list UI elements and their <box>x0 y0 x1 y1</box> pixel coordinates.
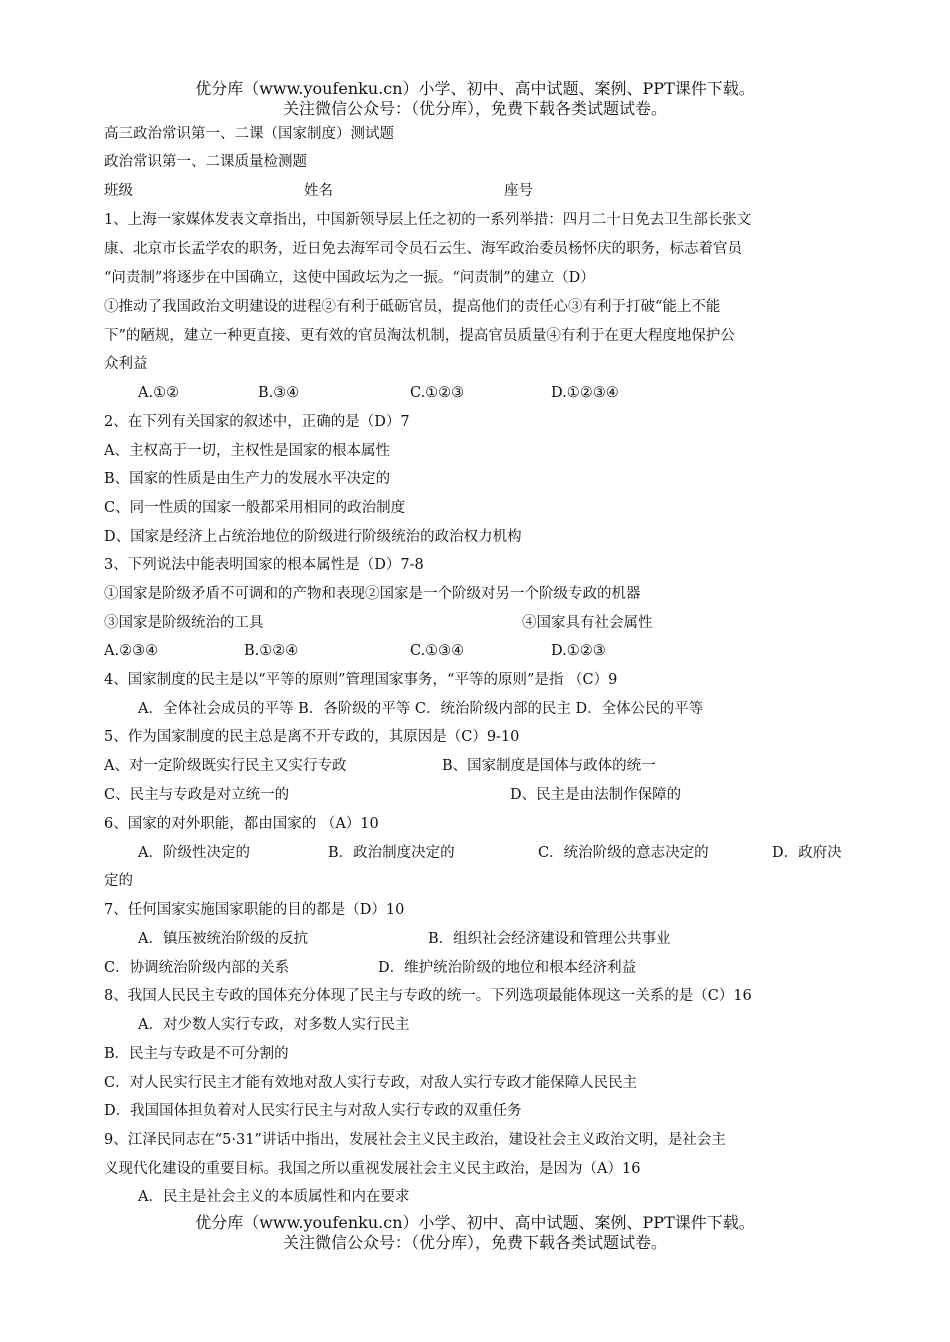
q5-option-b: B、国家制度是国体与政体的统一 <box>442 758 656 774</box>
q1-option-d: D.①②③④ <box>551 385 619 401</box>
q5-option-d: D、民主是由法制作保障的 <box>510 787 682 803</box>
q9-line-1: 9、江泽民同志在“5·31”讲话中指出，发展社会主义民主政治，建设社会主义政治文明，是社会主 <box>104 1132 726 1148</box>
q7-option-b: B．组织社会经济建设和管理公共事业 <box>428 931 671 947</box>
class-label: 班级 <box>104 183 133 199</box>
q6-option-d-cont: 定的 <box>104 873 133 889</box>
q2-option-b: B、国家的性质是由生产力的发展水平决定的 <box>104 471 391 487</box>
doc-subtitle: 政治常识第一、二课质量检测题 <box>104 154 307 170</box>
q6-option-d: D．政府决 <box>772 845 842 861</box>
q4-stem: 4、国家制度的民主是以“平等的原则”管理国家事务，“平等的原则”是指 （C）9 <box>104 672 618 688</box>
q3-stem: 3、下列说法中能表明国家的根本属性是（D）7-8 <box>104 557 424 573</box>
q6-option-b: B．政治制度决定的 <box>328 845 455 861</box>
q5-option-c: C、民主与专政是对立统一的 <box>104 787 290 803</box>
q2-option-d: D、国家是经济上占统治地位的阶级进行阶级统治的政治权力机构 <box>104 529 522 545</box>
q7-option-d: D．维护统治阶级的地位和根本经济利益 <box>378 960 637 976</box>
q3-option-b: B.①②④ <box>244 643 299 659</box>
q8-option-a: A．对少数人实行专政，对多数人实行民主 <box>138 1017 410 1033</box>
q4-options: A．全体社会成员的平等 B．各阶级的平等 C．统治阶级内部的民主 D．全体公民的平等 <box>138 701 704 717</box>
q6-option-c: C．统治阶级的意志决定的 <box>538 845 709 861</box>
q9-option-a: A．民主是社会主义的本质属性和内在要求 <box>138 1189 410 1205</box>
q2-option-c: C、同一性质的国家一般都采用相同的政治制度 <box>104 500 406 516</box>
q3-option-a: A.②③④ <box>104 643 159 659</box>
q8-option-d: D．我国国体担负着对人民实行民主与对敌人实行专政的双重任务 <box>104 1103 522 1119</box>
q2-stem: 2、在下列有关国家的叙述中，正确的是（D）7 <box>104 414 410 430</box>
q5-option-a: A、对一定阶级既实行民主又实行专政 <box>104 758 347 774</box>
q3-statement-line-1: ①国家是阶级矛盾不可调和的产物和表现②国家是一个阶级对另一个阶级专政的机器 <box>104 586 641 602</box>
q1-option-b: B.③④ <box>258 385 300 401</box>
q3-statement-4: ④国家具有社会属性 <box>522 615 653 631</box>
q1-line-3: “问责制”将逐步在中国确立，这使中国政坛为之一振。“问责制”的建立（D） <box>104 270 595 286</box>
footer-line-1: 优分库（www.youfenku.cn）小学、初中、高中试题、案例、PPT课件下载。 <box>195 1213 755 1232</box>
q1-line-6: 众利益 <box>104 356 148 372</box>
header-line-2: 关注微信公众号：（优分库），免费下载各类试题试卷。 <box>282 99 667 118</box>
q6-option-a: A．阶级性决定的 <box>138 845 250 861</box>
q5-stem: 5、作为国家制度的民主总是离不开专政的，其原因是（C）9-10 <box>104 729 520 745</box>
q8-option-c: C．对人民实行民主才能有效地对敌人实行专政，对敌人实行专政才能保障人民民主 <box>104 1075 638 1091</box>
q1-line-5: 下”的陋规，建立一种更直接、更有效的官员淘汰机制，提高官员质量④有利于在更大程度地保护公 <box>104 328 735 344</box>
seat-label: 座号 <box>504 183 533 199</box>
name-label: 姓名 <box>304 183 333 199</box>
q1-line-1: 1、上海一家媒体发表文章指出，中国新领导层上任之初的一系列举措：四月二十日免去卫生部长张文 <box>104 212 752 228</box>
q1-line-2: 康、北京市长孟学农的职务，近日免去海军司令员石云生、海军政治委员杨怀庆的职务，标志着官员 <box>104 241 742 257</box>
q3-option-d: D.①②③ <box>551 643 606 659</box>
q9-line-2: 义现代化建设的重要目标。我国之所以重视发展社会主义民主政治，是因为（A）16 <box>104 1161 641 1177</box>
q7-option-c: C．协调统治阶级内部的关系 <box>104 960 290 976</box>
header-line-1: 优分库（www.youfenku.cn）小学、初中、高中试题、案例、PPT课件下载。 <box>195 79 755 98</box>
q3-statement-3: ③国家是阶级统治的工具 <box>104 615 264 631</box>
q3-option-c: C.①③④ <box>410 643 465 659</box>
q7-stem: 7、任何国家实施国家职能的目的都是（D）10 <box>104 902 405 918</box>
q8-stem: 8、我国人民民主专政的国体充分体现了民主与专政的统一。下列选项最能体现这一关系的是（C）16 <box>104 988 752 1004</box>
q7-option-a: A．镇压被统治阶级的反抗 <box>138 931 308 947</box>
footer-line-2: 关注微信公众号：（优分库），免费下载各类试题试卷。 <box>282 1233 667 1252</box>
q1-option-c: C.①②③ <box>410 385 465 401</box>
q1-line-4: ①推动了我国政治文明建设的进程②有利于砥砺官员，提高他们的责任心③有利于打破“能上不能 <box>104 299 721 315</box>
q6-stem: 6、国家的对外职能，都由国家的 （A）10 <box>104 816 379 832</box>
q2-option-a: A、主权高于一切，主权性是国家的根本属性 <box>104 443 390 459</box>
q8-option-b: B．民主与专政是不可分割的 <box>104 1046 289 1062</box>
q1-option-a: A.①② <box>138 385 180 401</box>
doc-title: 高三政治常识第一、二课（国家制度）测试题 <box>104 126 394 142</box>
